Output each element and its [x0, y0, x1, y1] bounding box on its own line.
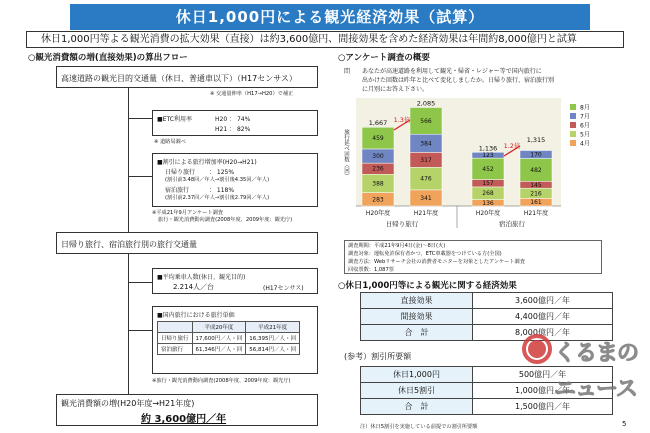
question-text-3: に月別にお答え下さい。	[362, 86, 429, 93]
stay-trip-rate: ： 118%	[209, 187, 235, 194]
group-label: 宿泊旅行	[499, 220, 525, 228]
legend-swatch	[570, 140, 576, 146]
x-tick-label: H20年度	[475, 210, 501, 217]
x-tick-label: H20年度	[365, 210, 391, 217]
etc-h20: H20 ： 74%	[215, 116, 251, 123]
etc-label: ■ETC利用率	[157, 116, 192, 123]
bar-segment-label: 123	[482, 152, 494, 160]
unit-price-row-label: 日帰り旅行	[158, 333, 193, 344]
table-row	[158, 333, 300, 344]
day-trip-label: 日帰り旅行	[165, 169, 196, 176]
summary-box: 休日1,000円等よる観光消費の拡大効果（直接）は約3,600億円、間接効果を含めた経済効果は年間約8,000億円と試算	[26, 31, 624, 48]
question-text-2: 出かけた回数は昨年と比べて変化しましたか。日帰り旅行、宿泊旅行別	[362, 77, 555, 84]
legend-swatch	[570, 131, 576, 137]
bar-segment-label: 136	[482, 199, 494, 207]
unit-price-header-blank	[158, 322, 193, 333]
unit-price-label: ■国内旅行における旅行単価	[157, 312, 235, 319]
table-row	[361, 309, 613, 325]
effects-heading: ○休日1,000円等による観光に関する経済効果	[338, 281, 517, 291]
bar-segment-label: 452	[482, 165, 494, 173]
table-row	[361, 293, 613, 309]
survey-meta-count: 回収票数：1,087票	[348, 267, 394, 273]
etc-h21: H21 ： 82%	[215, 126, 251, 133]
table-row	[158, 344, 300, 355]
bar-segment-label: 268	[482, 190, 494, 198]
effect-label: 直接効果	[361, 293, 473, 309]
etc-note: ※ 道路局調べ	[154, 139, 186, 145]
survey-meta-method: 調査方法：Webリサーチ会社の消費者モニターを対象としたアンケート調査	[348, 259, 525, 265]
cost-value: 500億円／年	[473, 367, 613, 383]
unit-price-cell: 61,346円／人・回	[192, 344, 246, 355]
bar-segment-label: 566	[420, 117, 432, 125]
y-axis-label: 旅行延べ回数（回）	[343, 129, 349, 179]
logo-dot-icon	[528, 340, 546, 358]
logo-text-1: くるまの	[554, 341, 639, 366]
traffic-note: ※ 交通量伸率（H17→H20）で補正	[210, 91, 294, 97]
stay-trip-label: 宿泊旅行	[165, 187, 190, 194]
discount-cost-note: 注）休日5割引を実施している前提での割引所要額	[360, 424, 478, 430]
legend-label: 5月	[580, 131, 590, 139]
legend-swatch	[570, 113, 576, 119]
result-value: 約 3,600億円／年	[141, 414, 227, 425]
survey-meta-period: 調査期間：平成21年9月4日(金)～8日(火)	[348, 243, 446, 249]
bar-segment-label: 476	[420, 175, 432, 183]
discount-cost-heading: (参考）割引所要額	[344, 352, 412, 361]
passengers-value: 2.214人／台	[173, 283, 215, 291]
flow-box-trips	[56, 232, 318, 254]
cost-label: 休日5割引	[361, 383, 473, 399]
watermark-logo	[520, 332, 640, 422]
bar-segment-label: 157	[482, 180, 494, 188]
effect-value: 8,000億円／年	[473, 325, 613, 341]
bar-total-label: 1,667	[368, 119, 388, 128]
bar-segment-label: 283	[372, 196, 384, 204]
page-title: 休日1,000円による観光経済効果（試算）	[70, 4, 590, 30]
page-number: 5	[622, 420, 627, 428]
effect-value: 3,600億円／年	[473, 293, 613, 309]
discount-note-2: 旅行・観光消費動向調査(2008年度、2009年度：観光庁)	[158, 217, 293, 223]
flow-box-traffic-text: 高速道路の観光目的交通量（休日、普通車以下）（H17センサス）	[61, 74, 297, 83]
connector-price	[128, 330, 152, 331]
bar-segment-label: 388	[372, 180, 384, 188]
legend-label: 6月	[580, 122, 590, 130]
bar-total-label: 1,136	[478, 144, 498, 153]
bar-segment-label: 384	[420, 140, 432, 148]
flow-box-trips-text: 日帰り旅行、宿泊旅行別の旅行交通量	[61, 240, 197, 249]
bar-segment-label: 482	[530, 166, 542, 174]
connector-etc	[128, 118, 152, 119]
cost-value: 1,500億円／年	[473, 399, 613, 415]
unit-price-note: ※旅行・観光消費動向調査(2008年度、2009年度：観光庁)	[152, 378, 291, 384]
bar-total-label: 1,315	[526, 135, 546, 144]
result-box	[56, 394, 318, 426]
legend-label: 8月	[580, 104, 590, 112]
flow-box-traffic	[56, 66, 318, 88]
bar-segment-label: 341	[420, 194, 432, 202]
unit-price-cell: 17,600円／人・回	[192, 333, 246, 344]
unit-price-header-h20: 平成20年度	[192, 322, 246, 333]
connector-discount	[128, 176, 152, 177]
bar-segment-label: 216	[530, 190, 542, 198]
cost-label: 合 計	[361, 399, 473, 415]
effect-label: 間接効果	[361, 309, 473, 325]
result-label: 観光消費額の増(H20年度→H21年度)	[61, 399, 195, 408]
question-label: 問	[344, 68, 351, 75]
unit-price-table	[157, 321, 300, 355]
group-label: 日帰り旅行	[385, 220, 419, 228]
effect-label: 合 計	[361, 325, 473, 341]
bar-segment-label: 300	[372, 153, 384, 161]
legend-label: 7月	[580, 113, 590, 121]
unit-price-cell: 56,814円／人・回	[246, 344, 300, 355]
flow-heading: ○観光消費額の増(直接効果)の算出フロー	[28, 53, 188, 63]
logo-text-2: ニュース	[554, 377, 637, 402]
unit-price-header-row	[158, 322, 300, 333]
cost-label: 休日1,000円	[361, 367, 473, 383]
discount-box	[152, 153, 318, 207]
x-tick-label: H21年度	[413, 210, 439, 217]
day-trip-rate: ： 125%	[209, 169, 235, 176]
bar-segment-label: 145	[530, 181, 542, 189]
day-trip-sub: (割引前3.48回／年人→割引後4.35回／年人)	[165, 177, 270, 183]
survey-meta-box	[344, 240, 602, 274]
x-tick-label: H21年度	[523, 210, 549, 217]
legend-label: 4月	[580, 140, 590, 148]
cost-value: 1,000億円／年	[473, 383, 613, 399]
etc-box	[152, 110, 318, 136]
survey-meta-target: 調査対象：運転免許保有者かつ、ETC車載器をつけている方(全国)	[348, 251, 502, 257]
bar-segment-label: 459	[372, 135, 384, 143]
flow-connector-2	[128, 254, 129, 394]
passengers-box	[152, 268, 318, 294]
passengers-source: (H17センサス)	[263, 285, 304, 292]
discount-label: ■割引による旅行増加率(H20→H21)	[157, 159, 257, 166]
discount-note-1: ※平成21年9月アンケート調査	[152, 210, 223, 216]
legend-swatch	[570, 104, 576, 110]
unit-price-cell: 16,395円／人・回	[246, 333, 300, 344]
unit-price-row-label: 宿泊旅行	[158, 344, 193, 355]
question-text-1: あなたが高速道路を利用して観光・帰省・レジャー等で国内旅行に	[362, 68, 542, 75]
bar-segment-label: 161	[530, 199, 542, 207]
unit-price-header-h21: 平成21年度	[246, 322, 300, 333]
unit-price-box	[152, 306, 318, 374]
effect-value: 4,400億円／年	[473, 309, 613, 325]
bar-segment-label: 170	[530, 151, 542, 159]
passengers-label: ■平均乗車人数(休日、観光目的)	[157, 274, 246, 281]
bar-total-label: 2,085	[416, 99, 436, 108]
stay-trip-sub: (割引前2.37回／年人→割引後2.79回／年人)	[165, 195, 270, 201]
growth-label: 1.3倍	[393, 116, 411, 124]
bar-segment-label: 317	[420, 156, 432, 164]
connector-passengers	[128, 282, 152, 283]
growth-label: 1.2倍	[503, 142, 521, 150]
legend-swatch	[570, 122, 576, 128]
trip-count-chart	[338, 94, 600, 234]
survey-heading: ○アンケート調査の概要	[338, 53, 430, 63]
bar-segment-label: 236	[372, 165, 384, 173]
